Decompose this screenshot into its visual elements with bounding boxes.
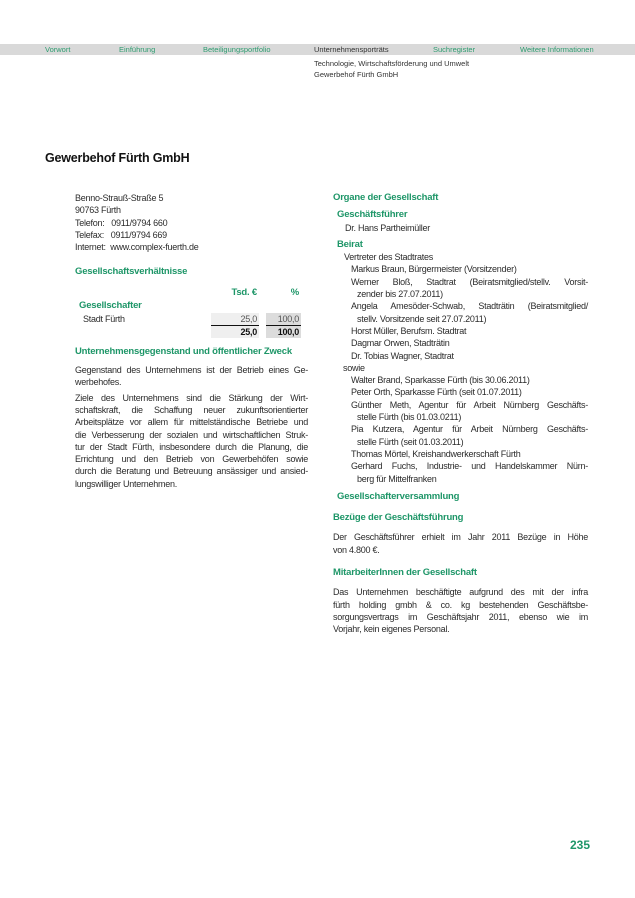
nav-weitere-informationen[interactable]: Weitere Informationen xyxy=(520,45,594,54)
staff-heading: MitarbeiterInnen der Gesellschaft xyxy=(333,567,477,579)
advisory-board-member-line: zender bis 27.07.2011) xyxy=(357,289,443,300)
paragraph-line: sorgungsvertrags im Geschäftsjahr 2011, ebenso wie im xyxy=(333,611,588,622)
paragraph-line: tur der Stadt Fürth, insbesondere durch die Planung, die xyxy=(75,441,308,452)
page-title: Gewerbehof Fürth GmbH xyxy=(45,151,190,165)
ownership-table xyxy=(75,285,308,337)
nav-einfuehrung[interactable]: Einführung xyxy=(119,45,156,54)
advisory-board-member-line: Werner Bloß, Stadtrat (Beiratsmitglied/stellv. Vorsit- xyxy=(351,276,588,287)
paragraph-line: von 4.800 €. xyxy=(333,544,380,555)
paragraph-line: Arbeitsplätze vor allem für mittelständische Betriebe und xyxy=(75,417,308,428)
advisory-board-member-line: Dagmar Orwen, Stadträtin xyxy=(351,338,450,349)
paragraph-line: fürth holding gmbh & co. kg bestehenden Geschäftsbe- xyxy=(333,599,588,610)
address-block xyxy=(75,192,308,253)
paragraph-line: die Verbesserung der sozialen und wirtschaftlichen Struk- xyxy=(75,429,308,440)
paragraph-line: Gegenstand des Unternehmens ist der Betrieb eines Ge- xyxy=(75,365,308,376)
nav-suchregister[interactable]: Suchregister xyxy=(433,45,476,54)
advisory-board-member-line: Walter Brand, Sparkasse Fürth (bis 30.06.2011) xyxy=(351,375,530,386)
breadcrumb-category: Technologie, Wirtschaftsförderung und Umwelt xyxy=(314,59,470,68)
page-number: 235 xyxy=(570,838,591,852)
advisory-board-member-line: stelle Fürth (bis 01.03.0211) xyxy=(357,412,462,423)
advisory-board-member-line: Günther Meth, Agentur für Arbeit Nürnberg Geschäfts- xyxy=(351,399,588,410)
paragraph-line: werbehofes. xyxy=(75,377,122,388)
section-nav-bar xyxy=(0,44,635,55)
paragraph-line: Der Geschäftsführer erhielt im Jahr 2011 Bezüge in Höhe xyxy=(333,532,588,543)
advisory-board-member-line: Horst Müller, Berufsm. Stadtrat xyxy=(351,325,467,336)
breadcrumb-company: Gewerbehof Fürth GmbH xyxy=(314,70,399,79)
paragraph-line: lungswilliger Unternehmen. xyxy=(75,478,178,489)
paragraph-line: durch die Beratung und Betreuung ansässiger und ansied- xyxy=(75,466,308,477)
organs-heading: Organe der Gesellschaft xyxy=(333,192,439,203)
right-column xyxy=(333,192,588,636)
advisory-board-member-line: Vertreter des Stadtrates xyxy=(344,252,434,263)
advisory-board-list xyxy=(333,251,588,485)
total-pct: 100,0 xyxy=(266,326,301,338)
advisory-board-member-line: Markus Braun, Bürgermeister (Vorsitzender) xyxy=(351,264,517,275)
shareholder-group-label: Gesellschafter xyxy=(79,299,142,311)
advisory-board-member-line: Gerhard Fuchs, Industrie- und Handelskammer Nürn- xyxy=(351,461,588,472)
address-phone: Telefon: 0911/9794 660 xyxy=(75,217,168,228)
advisory-board-member-line: Pia Kutzera, Agentur für Arbeit Nürnberg Geschäfts- xyxy=(351,424,588,435)
total-tsd: 25,0 xyxy=(211,326,259,338)
purpose-paragraph-2 xyxy=(75,392,308,490)
advisory-board-member-line: Angela Amesöder-Schwab, Stadträtin (Beiratsmitglied/ xyxy=(351,301,588,312)
address-website[interactable]: Internet: www.complex-fuerth.de xyxy=(75,242,199,253)
managing-director-heading: Geschäftsführer xyxy=(337,209,408,221)
nav-vorwort[interactable]: Vorwort xyxy=(45,45,71,54)
advisory-board-member-line: stelle Fürth (seit 01.03.2011) xyxy=(357,436,464,447)
ownership-heading: Gesellschaftsverhältnisse xyxy=(75,266,188,278)
staff-paragraph xyxy=(333,586,588,635)
address-fax: Telefax: 0911/9794 669 xyxy=(75,229,167,240)
address-city: 90763 Fürth xyxy=(75,205,121,216)
shareholder-name: Stadt Fürth xyxy=(83,313,125,324)
advisory-board-member-line: stellv. Vorsitzende seit 27.07.2011) xyxy=(357,313,487,324)
paragraph-line: Das Unternehmen beschäftigte aufgrund des mit der infra xyxy=(333,587,588,598)
purpose-paragraph-1 xyxy=(75,364,308,389)
left-column xyxy=(75,192,308,490)
advisory-board-member-line: Dr. Tobias Wagner, Stadtrat xyxy=(351,350,454,361)
nav-unternehmensportraets[interactable]: Unternehmensporträts xyxy=(314,45,389,54)
advisory-board-member-line: sowie xyxy=(343,362,365,373)
paragraph-line: Errichtung und den Betrieb von Gewerbehöfen sowie xyxy=(75,454,308,465)
advisory-board-member-line: Peter Orth, Sparkasse Fürth (seit 01.07.2011) xyxy=(351,387,522,398)
advisory-board-member-line: Thomas Mörtel, Kreishandwerkerschaft Fürth xyxy=(351,448,521,459)
pay-heading: Bezüge der Geschäftsführung xyxy=(333,512,464,524)
paragraph-line: Ziele des Unternehmens sind die Stärkung der Wirt- xyxy=(75,392,308,403)
pay-paragraph xyxy=(333,531,588,556)
shareholder-pct: 100,0 xyxy=(266,313,301,325)
address-street: Benno-Strauß-Straße 5 xyxy=(75,193,164,203)
paragraph-line: schaftskraft, die Schaffung neuer zukunftsorientierter xyxy=(75,404,308,415)
col-header-tsd: Tsd. € xyxy=(231,286,257,298)
purpose-heading: Unternehmensgegenstand und öffentlicher Zweck xyxy=(75,345,292,357)
col-header-pct: % xyxy=(290,286,299,298)
shareholder-tsd: 25,0 xyxy=(211,313,259,325)
managing-director-name: Dr. Hans Partheimüller xyxy=(345,222,431,233)
nav-beteiligungsportfolio[interactable]: Beteiligungsportfolio xyxy=(203,45,271,54)
advisory-board-member-line: berg für Mittelfranken xyxy=(357,473,437,484)
advisory-board-heading: Beirat xyxy=(337,238,363,250)
shareholders-meeting-heading: Gesellschafterversammlung xyxy=(337,490,460,502)
paragraph-line: Vorjahr, kein eigenes Personal. xyxy=(333,624,450,635)
